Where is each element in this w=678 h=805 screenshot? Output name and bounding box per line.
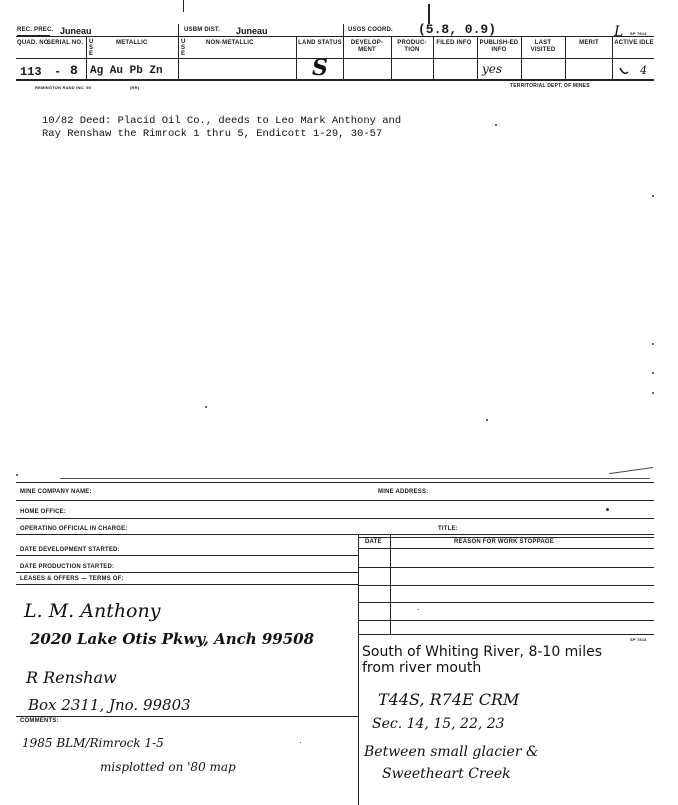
dept-label: TERRITORIAL DEPT. OF MINES xyxy=(510,83,590,89)
title-label: TITLE: xyxy=(438,526,458,532)
sections-line: Sec. 14, 15, 22, 23 xyxy=(372,716,505,732)
record-metallic: Ag Au Pb Zn xyxy=(90,65,163,77)
col-published-info: PUBLISH-ED INFO xyxy=(479,40,519,53)
col-development: DEVELOP-MENT xyxy=(350,40,384,53)
date-col-label: DATE xyxy=(365,539,382,545)
record-active-idle: 4 xyxy=(640,64,647,77)
checkmark-icon xyxy=(618,62,636,78)
usbm-dist-value: Juneau xyxy=(236,26,268,36)
lessee-2-address: Box 2311, Jno. 99803 xyxy=(28,696,191,714)
col-filed-info: FILED INFO xyxy=(436,40,472,46)
home-office-label: HOME OFFICE: xyxy=(20,509,67,515)
lower-form-code: SP 7814 xyxy=(630,637,647,642)
lessee-1-name: L. M. Anthony xyxy=(24,600,161,622)
col-last-visited: LAST VISITED xyxy=(530,40,556,53)
col-non-metallic: NON-METALLIC xyxy=(206,40,254,46)
col-merit: MERIT xyxy=(579,40,599,46)
col-s-letter: S xyxy=(89,45,94,51)
lessee-1-address: 2020 Lake Otis Pkwy, Anch 99508 xyxy=(30,630,315,648)
lessee-2-name: R Renshaw xyxy=(26,668,117,687)
comment-line-2: misplotted on '80 map xyxy=(100,760,236,774)
reason-col-label: REASON FOR WORK STOPPAGE xyxy=(454,539,554,545)
date-prod-started-label: DATE PRODUCTION STARTED: xyxy=(20,564,115,570)
mine-address-label: MINE ADDRESS: xyxy=(378,489,429,495)
location-line-2: from river mouth xyxy=(362,660,482,676)
col-serial-no: SERIAL NO. xyxy=(46,40,84,46)
note-line-2: Ray Renshaw the Rimrock 1 thru 5, Endicott 1-29, 30-57 xyxy=(42,128,383,140)
operating-official-label: OPERATING OFFICIAL IN CHARGE: xyxy=(20,526,128,532)
mine-company-name-label: MINE COMPANY NAME: xyxy=(20,489,92,495)
rec-prec-label: REC. PREC. xyxy=(17,27,54,33)
record-quad-no: 113 xyxy=(20,65,42,79)
col-land-status: LAND STATUS xyxy=(298,40,342,46)
usbm-dist-label: USBM DIST. xyxy=(184,27,221,33)
col-e-letter: E xyxy=(89,51,94,57)
record-serial-no: 8 xyxy=(70,63,78,78)
note-line-1: 10/82 Deed: Placid Oil Co., deeds to Leo Mark Anthony and xyxy=(42,115,402,127)
printer-label: REMINGTON RAND INC. 50 xyxy=(35,85,92,90)
comment-line-1: 1985 BLM/Rimrock 1-5 xyxy=(22,736,164,750)
form-code: SP 7814 xyxy=(630,31,647,36)
record-published-info: yes xyxy=(482,62,503,76)
scan-mark xyxy=(183,0,184,12)
col-quad-no: QUAD. NO. xyxy=(17,40,51,46)
trs-line: T44S, R74E CRM xyxy=(378,690,520,709)
date-dev-started-label: DATE DEVELOPMENT STARTED: xyxy=(20,547,120,553)
record-land-status: S xyxy=(312,55,328,81)
comments-label: COMMENTS: xyxy=(20,718,59,724)
between-line-1: Between small glacier & xyxy=(364,744,539,760)
between-line-2: Sweetheart Creek xyxy=(382,766,511,782)
col-u-letter: U xyxy=(89,39,94,45)
usgs-coord-value: (5.8, 0.9) xyxy=(418,22,497,37)
leases-offers-label: LEASES & OFFERS — TERMS OF: xyxy=(20,576,124,582)
col-active-idle: ACTIVE IDLE xyxy=(614,40,654,46)
col-production: PRODUC-TION xyxy=(397,40,427,53)
scan-mark xyxy=(428,4,430,24)
corner-mark: L xyxy=(614,24,624,40)
rec-prec-value: Juneau xyxy=(60,26,92,36)
usgs-coord-label: USGS COORD. xyxy=(348,27,393,33)
col-metallic: METALLIC xyxy=(116,40,148,46)
printer-code: (RR) xyxy=(130,85,140,90)
location-line-1: South of Whiting River, 8-10 miles xyxy=(362,644,602,660)
